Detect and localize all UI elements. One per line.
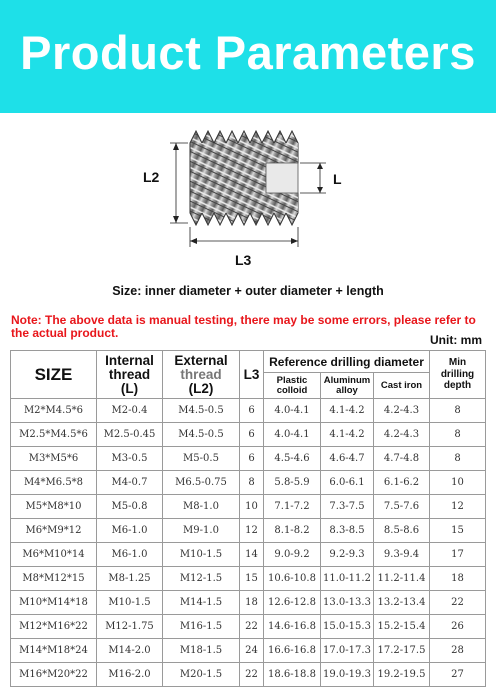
header-plastic-line1: Plastic: [276, 374, 308, 386]
cell-plastic-colloid: 5.8-5.9: [264, 471, 321, 495]
cell-external-thread: M8-1.0: [163, 495, 240, 519]
cell-size: M6*M10*14: [11, 543, 97, 567]
cell-plastic-colloid: 7.1-7.2: [264, 495, 321, 519]
cell-size: M4*M6.5*8: [11, 471, 97, 495]
header-cast-iron: Cast iron: [374, 373, 430, 399]
cell-external-thread: M9-1.0: [163, 519, 240, 543]
cell-plastic-colloid: 4.0-4.1: [264, 399, 321, 423]
cell-l3: 6: [240, 447, 264, 471]
table-body: [11, 399, 486, 687]
cell-external-thread: M16-1.5: [163, 615, 240, 639]
parameters-table: [10, 350, 486, 687]
cell-min-depth: 12: [430, 495, 486, 519]
cell-plastic-colloid: 8.1-8.2: [264, 519, 321, 543]
header-external-line1: External: [174, 352, 228, 368]
cell-l3: 10: [240, 495, 264, 519]
cell-cast-iron: 7.5-7.6: [374, 495, 430, 519]
header-aluminum-line2: alloy: [336, 384, 358, 396]
table-row: [11, 423, 486, 447]
cell-aluminum-alloy: 7.3-7.5: [321, 495, 374, 519]
cell-external-thread: M14-1.5: [163, 591, 240, 615]
table-row: [11, 639, 486, 663]
cell-size: M5*M8*10: [11, 495, 97, 519]
cell-min-depth: 26: [430, 615, 486, 639]
table-row: [11, 567, 486, 591]
cell-min-depth: 22: [430, 591, 486, 615]
cell-cast-iron: 11.2-11.4: [374, 567, 430, 591]
cell-min-depth: 10: [430, 471, 486, 495]
table-row: [11, 663, 486, 687]
header-internal-line1: Internal: [105, 352, 154, 368]
header-aluminum-line1: Aluminum: [323, 374, 371, 386]
cell-l3: 18: [240, 591, 264, 615]
cell-min-depth: 17: [430, 543, 486, 567]
cell-plastic-colloid: 10.6-10.8: [264, 567, 321, 591]
cell-cast-iron: 6.1-6.2: [374, 471, 430, 495]
cell-min-depth: 27: [430, 663, 486, 687]
cell-l3: 6: [240, 423, 264, 447]
insert-diagram: [0, 113, 496, 281]
cell-internal-thread: M6-1.0: [97, 519, 163, 543]
cell-internal-thread: M6-1.0: [97, 543, 163, 567]
cell-internal-thread: M4-0.7: [97, 471, 163, 495]
cell-plastic-colloid: 4.5-4.6: [264, 447, 321, 471]
cell-plastic-colloid: 4.0-4.1: [264, 423, 321, 447]
cell-plastic-colloid: 14.6-16.8: [264, 615, 321, 639]
header-internal-line3: (L): [120, 380, 139, 396]
cell-cast-iron: 15.2-15.4: [374, 615, 430, 639]
header-plastic-line2: colloid: [276, 384, 308, 396]
cell-cast-iron: 19.2-19.5: [374, 663, 430, 687]
cell-external-thread: M4.5-0.5: [163, 399, 240, 423]
table-row: [11, 447, 486, 471]
cell-aluminum-alloy: 4.1-4.2: [321, 423, 374, 447]
header-reference-drilling: Reference drilling diameter: [264, 351, 430, 373]
disclaimer-note: Note: The above data is manual testing, there may be some errors, please refer to the actual product.: [11, 313, 476, 340]
header-aluminum-alloy: [321, 373, 374, 399]
table-row: [11, 615, 486, 639]
cell-l3: 14: [240, 543, 264, 567]
table-row: [11, 543, 486, 567]
cell-cast-iron: 8.5-8.6: [374, 519, 430, 543]
cell-cast-iron: 4.7-4.8: [374, 447, 430, 471]
cell-size: M6*M9*12: [11, 519, 97, 543]
cell-plastic-colloid: 18.6-18.8: [264, 663, 321, 687]
table-row: [11, 591, 486, 615]
cell-cast-iron: 9.3-9.4: [374, 543, 430, 567]
cell-l3: 22: [240, 615, 264, 639]
cell-aluminum-alloy: 13.0-13.3: [321, 591, 374, 615]
cell-aluminum-alloy: 19.0-19.3: [321, 663, 374, 687]
cell-internal-thread: M5-0.8: [97, 495, 163, 519]
header-banner: [0, 0, 496, 113]
header-min-line1: Min: [448, 357, 467, 369]
cell-cast-iron: 13.2-13.4: [374, 591, 430, 615]
cell-internal-thread: M10-1.5: [97, 591, 163, 615]
header-min-line2: drilling: [440, 368, 475, 380]
cell-cast-iron: 4.2-4.3: [374, 423, 430, 447]
cell-internal-thread: M16-2.0: [97, 663, 163, 687]
cell-l3: 15: [240, 567, 264, 591]
cell-l3: 24: [240, 639, 264, 663]
label-l: L: [333, 171, 342, 187]
cell-plastic-colloid: 12.6-12.8: [264, 591, 321, 615]
cell-size: M10*M14*18: [11, 591, 97, 615]
cell-external-thread: M20-1.5: [163, 663, 240, 687]
cell-external-thread: M5-0.5: [163, 447, 240, 471]
header-external-line3: (L2): [188, 380, 214, 396]
page-title: Product Parameters: [20, 26, 476, 79]
cell-min-depth: 8: [430, 399, 486, 423]
table-row: [11, 495, 486, 519]
cell-internal-thread: M8-1.25: [97, 567, 163, 591]
cell-size: M12*M16*22: [11, 615, 97, 639]
cell-size: M8*M12*15: [11, 567, 97, 591]
cell-aluminum-alloy: 15.0-15.3: [321, 615, 374, 639]
cell-external-thread: M18-1.5: [163, 639, 240, 663]
cell-plastic-colloid: 16.6-16.8: [264, 639, 321, 663]
header-external-thread: [163, 351, 240, 399]
table-row: [11, 399, 486, 423]
cell-external-thread: M4.5-0.5: [163, 423, 240, 447]
cell-cast-iron: 4.2-4.3: [374, 399, 430, 423]
cell-internal-thread: M2-0.4: [97, 399, 163, 423]
label-l2: L2: [143, 169, 160, 185]
header-plastic-colloid: [264, 373, 321, 399]
header-size: SIZE: [11, 351, 97, 399]
cell-external-thread: M10-1.5: [163, 543, 240, 567]
label-l3: L3: [235, 252, 252, 268]
cell-min-depth: 8: [430, 447, 486, 471]
cell-size: M2*M4.5*6: [11, 399, 97, 423]
insert-body: [190, 131, 298, 225]
cell-l3: 22: [240, 663, 264, 687]
cell-aluminum-alloy: 4.6-4.7: [321, 447, 374, 471]
cell-aluminum-alloy: 11.0-11.2: [321, 567, 374, 591]
cell-internal-thread: M3-0.5: [97, 447, 163, 471]
cell-external-thread: M6.5-0.75: [163, 471, 240, 495]
header-external-line2: thread: [180, 366, 222, 382]
cell-size: M14*M18*24: [11, 639, 97, 663]
cell-l3: 8: [240, 471, 264, 495]
cell-plastic-colloid: 9.0-9.2: [264, 543, 321, 567]
cell-l3: 12: [240, 519, 264, 543]
header-internal-thread: [97, 351, 163, 399]
cell-min-depth: 28: [430, 639, 486, 663]
cell-internal-thread: M12-1.75: [97, 615, 163, 639]
cell-size: M2.5*M4.5*6: [11, 423, 97, 447]
size-caption: Size: inner diameter + outer diameter + length: [112, 284, 384, 298]
cell-l3: 6: [240, 399, 264, 423]
cell-aluminum-alloy: 4.1-4.2: [321, 399, 374, 423]
table-row: [11, 519, 486, 543]
header-min-line3: depth: [443, 380, 472, 392]
cell-aluminum-alloy: 17.0-17.3: [321, 639, 374, 663]
header-internal-line2: thread: [108, 366, 151, 382]
cell-size: M16*M20*22: [11, 663, 97, 687]
cell-cast-iron: 17.2-17.5: [374, 639, 430, 663]
header-min-drilling-depth: [430, 351, 486, 399]
cell-min-depth: 18: [430, 567, 486, 591]
cell-min-depth: 15: [430, 519, 486, 543]
cell-internal-thread: M2.5-0.45: [97, 423, 163, 447]
unit-label: Unit: mm: [430, 333, 482, 347]
header-l3: L3: [240, 351, 264, 399]
cell-min-depth: 8: [430, 423, 486, 447]
table-row: [11, 471, 486, 495]
cell-aluminum-alloy: 9.2-9.3: [321, 543, 374, 567]
cell-internal-thread: M14-2.0: [97, 639, 163, 663]
cell-size: M3*M5*6: [11, 447, 97, 471]
cell-aluminum-alloy: 6.0-6.1: [321, 471, 374, 495]
cell-aluminum-alloy: 8.3-8.5: [321, 519, 374, 543]
cell-external-thread: M12-1.5: [163, 567, 240, 591]
